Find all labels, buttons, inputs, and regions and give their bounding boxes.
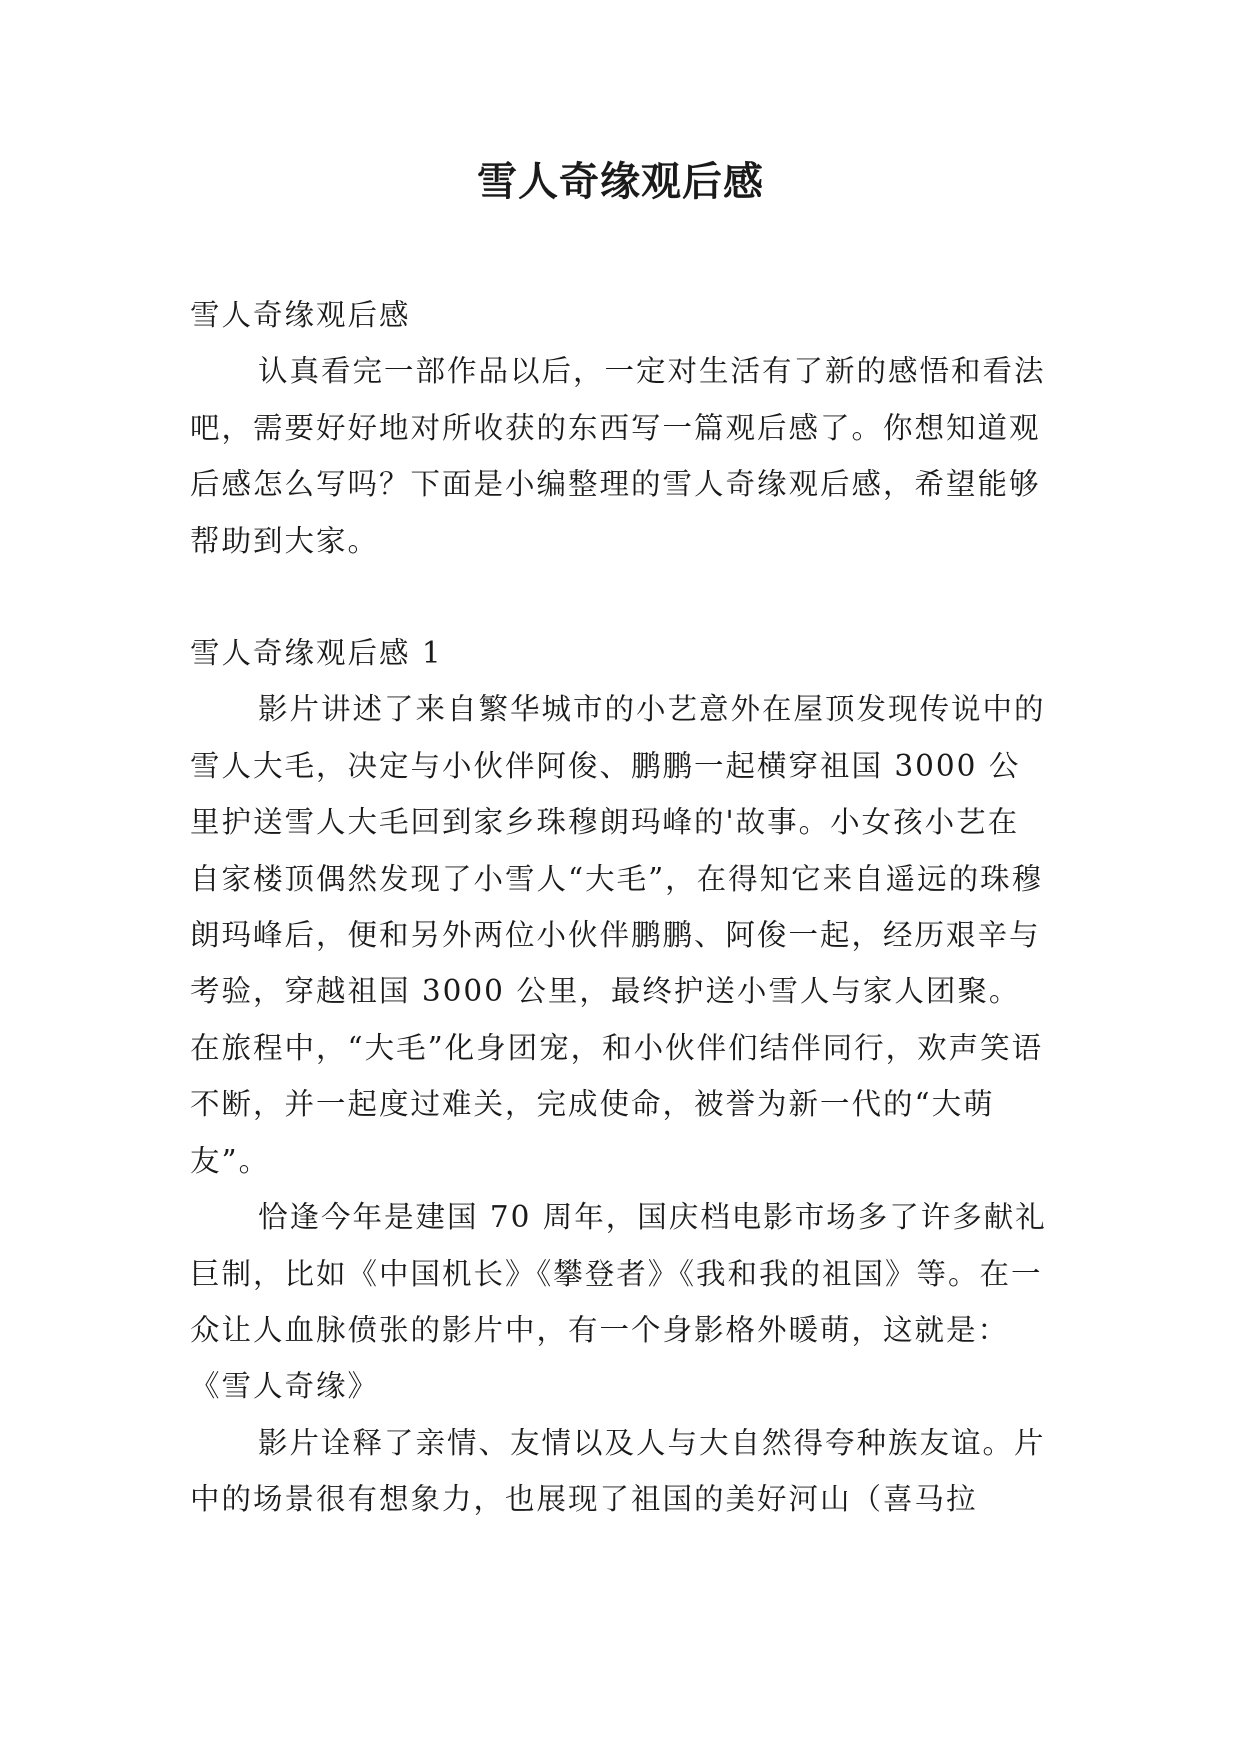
document-body	[190, 287, 1050, 1528]
section1-heading: 雪人奇缘观后感 1	[190, 636, 443, 671]
document-title: 雪人奇缘观后感	[477, 158, 764, 205]
intro-heading: 雪人奇缘观后感	[190, 298, 411, 332]
section-spacer	[190, 569, 1050, 625]
section1-paragraph-2: 恰逢今年是建国 70 周年，国庆档电影市场多了许多献礼巨制，比如《中国机长》《攀登者》《我和我的祖国》等。在一众让人血脉偾张的影片中，有一个身影格外暖萌，这就是：《雪人奇缘》	[190, 1200, 1047, 1404]
section1-paragraph-3: 影片诠释了亲情、友情以及人与大自然得夸种族友谊。片中的场景很有想象力，也展现了祖国的美好河山（喜马拉	[190, 1425, 1046, 1517]
section1-paragraph-1: 影片讲述了来自繁华城市的小艺意外在屋顶发现传说中的雪人大毛，决定与小伙伴阿俊、鹏鹏一起横穿祖国 3000 公里护送雪人大毛回到家乡珠穆朗玛峰的'故事。小女孩小艺在自家楼顶偶然发现了小雪人“大毛”，在得知它来自遥远的珠穆朗玛峰后，便和另外两位小伙伴鹏鹏、阿俊一起，经历艰辛与考验，穿越祖国 3000 公里，最终护送小雪人与家人团聚。在旅程中，“大毛”化身团宠，和小伙伴们结伴同行，欢声笑语不断，并一起度过难关，完成使命，被誉为新一代的“大萌友”。	[190, 692, 1046, 1178]
intro-paragraph: 认真看完一部作品以后，一定对生活有了新的感悟和看法吧，需要好好地对所收获的东西写一篇观后感了。你想知道观后感怎么写吗？下面是小编整理的雪人奇缘观后感，希望能够帮助到大家。	[190, 354, 1046, 558]
